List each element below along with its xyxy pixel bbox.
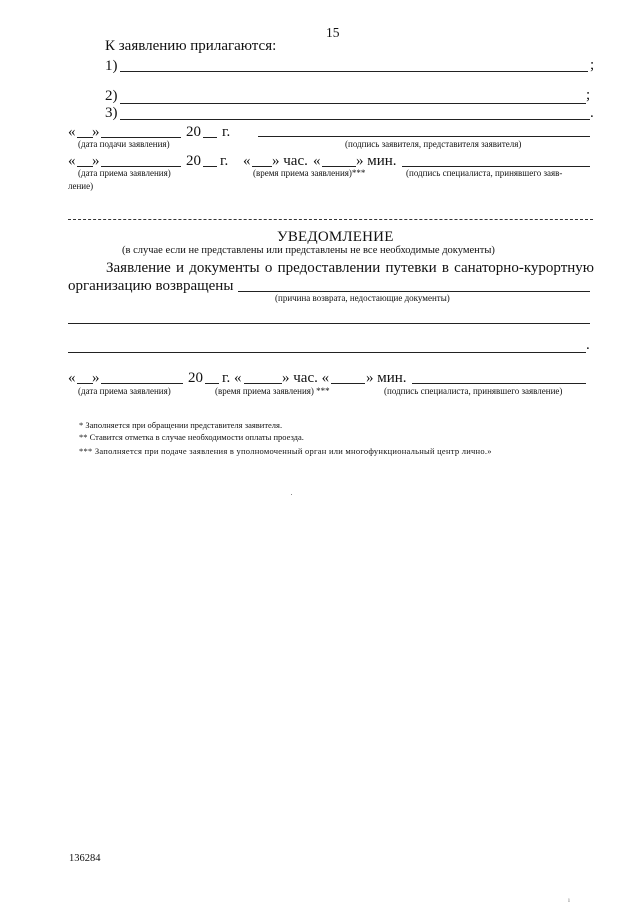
year-blank	[203, 166, 217, 167]
month-blank	[101, 137, 181, 138]
month-blank	[101, 383, 183, 384]
quote-close: »	[92, 370, 100, 386]
footnote-3: *** Заполняется при подаче заявления в уполномоченный орган или многофункциональный центр лично.»	[79, 446, 492, 456]
month-blank	[101, 166, 181, 167]
year-blank	[205, 383, 219, 384]
footnote-1: * Заполняется при обращении представителя заявителя.	[79, 420, 283, 430]
notice-title: УВЕДОМЛЕНИЕ	[277, 229, 394, 245]
quote-close: »	[92, 153, 100, 169]
minute-open: «	[313, 153, 321, 169]
year-suffix: г.	[220, 153, 229, 169]
minute-blank	[331, 383, 365, 384]
caption-specialist-signature: (подпись специалиста, принявшего заяв-	[406, 168, 563, 178]
day-blank	[77, 137, 93, 138]
hour-open: «	[243, 153, 251, 169]
notice-text-line1: Заявление и документы о предоставлении путевки в санаторно-курортную	[106, 260, 594, 276]
year-prefix: 20	[186, 153, 201, 169]
signature-line	[258, 136, 590, 137]
hour-close: » час.	[272, 153, 308, 169]
caption-submission-date: (дата подачи заявления)	[78, 139, 170, 149]
hour-close: » час. «	[282, 370, 330, 386]
year-suffix: г.	[222, 124, 231, 140]
attachment-item-end: ;	[586, 87, 591, 103]
caption-reception-time: (время приема заявления)***	[253, 168, 366, 178]
year-suffix: г. «	[222, 370, 242, 386]
day-blank	[77, 166, 93, 167]
day-blank	[77, 383, 93, 384]
caption-notice-signature: (подпись специалиста, принявшего заявление)	[384, 386, 563, 396]
year-prefix: 20	[186, 124, 201, 140]
reason-line-3	[68, 352, 586, 353]
quote-open: «	[68, 124, 76, 140]
attachment-item-label: 1)	[105, 58, 118, 74]
footnote-2: ** Ставится отметка в случае необходимости оплаты проезда.	[79, 432, 304, 442]
caption-reception-date: (дата приема заявления)	[78, 168, 171, 178]
scan-speck	[291, 494, 292, 495]
year-blank	[203, 137, 217, 138]
attachment-item-end: ;	[590, 57, 595, 73]
notice-text-line2: организацию возвращены	[68, 278, 234, 294]
quote-open: «	[68, 370, 76, 386]
document-code: 136284	[69, 853, 101, 864]
hour-blank	[252, 166, 272, 167]
reason-line-2	[68, 323, 590, 324]
reason-end-mark: .	[586, 337, 590, 353]
specialist-signature-line	[412, 383, 586, 384]
attachment-item-label: 3)	[105, 105, 118, 121]
attachment-line	[120, 103, 586, 104]
caption-specialist-signature-cont: ление)	[68, 181, 94, 191]
minute-close: » мин.	[366, 370, 407, 386]
minute-close: » мин.	[356, 153, 397, 169]
attachment-line	[120, 119, 590, 120]
attachments-heading: К заявлению прилагаются:	[105, 38, 277, 54]
quote-close: »	[92, 124, 100, 140]
notice-subtitle: (в случае если не представлены или представлены не все необходимые документы)	[122, 245, 495, 256]
page-number: 15	[326, 25, 340, 40]
hour-blank	[244, 383, 282, 384]
return-reason-line	[238, 291, 590, 292]
specialist-signature-line	[402, 166, 590, 167]
minute-blank	[322, 166, 356, 167]
corner-mark: ı	[568, 896, 570, 904]
caption-return-reason: (причина возврата, недостающие документы)	[275, 293, 450, 303]
caption-notice-date: (дата приема заявления)	[78, 386, 171, 396]
attachment-item-label: 2)	[105, 88, 118, 104]
cut-line	[68, 219, 593, 220]
attachment-item-end: .	[590, 105, 594, 121]
quote-open: «	[68, 153, 76, 169]
caption-notice-time: (время приема заявления) ***	[215, 386, 330, 396]
attachment-line	[120, 71, 588, 72]
caption-applicant-signature: (подпись заявителя, представителя заявителя)	[345, 139, 522, 149]
year-prefix: 20	[188, 370, 203, 386]
